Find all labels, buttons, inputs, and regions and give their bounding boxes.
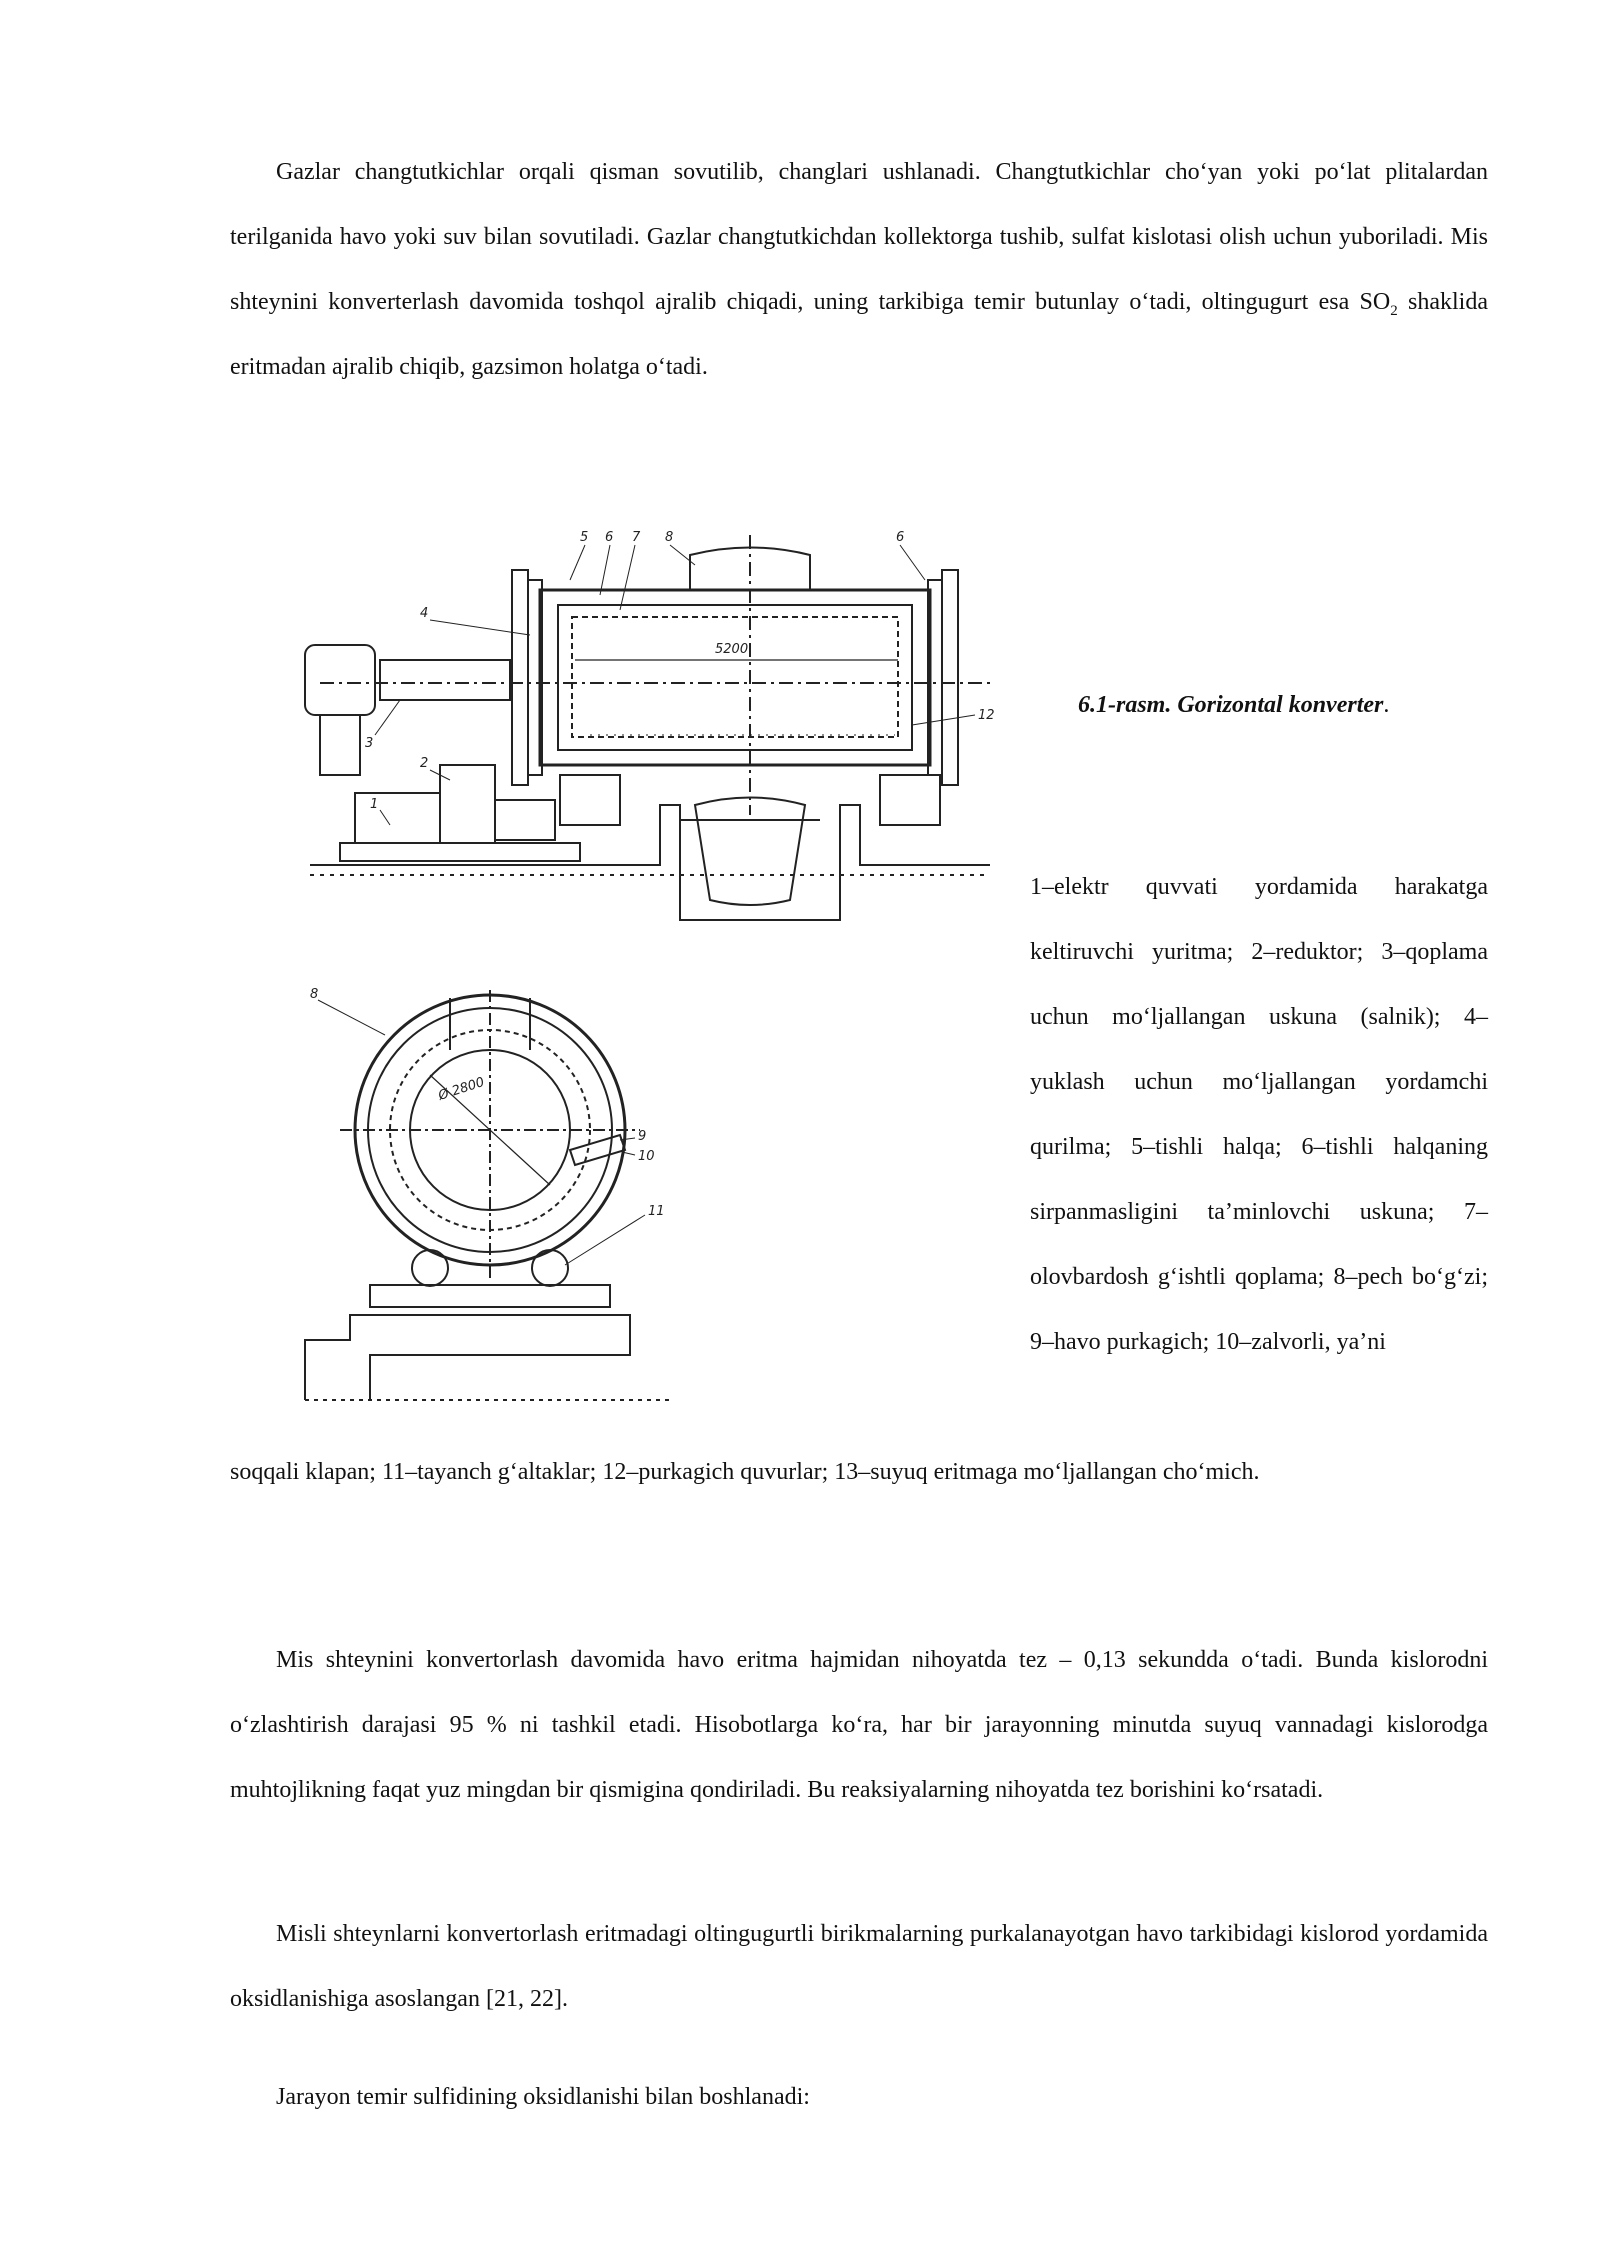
figure-legend-continued: soqqali klapan; 11–tayanch g‘altaklar; 12–purkagich quvurlar; 13–suyuq eritmaga mo‘ljallangan cho‘mich. <box>230 1459 1260 1485</box>
part-label: 3 <box>365 736 374 751</box>
part-label: 8 <box>665 530 674 545</box>
part-label: 9 <box>638 1129 647 1144</box>
part-label: 4 <box>420 606 429 621</box>
paragraph-oxidation-basis: Misli shteynlarni konvertorlash eritmadagi oltingugurtli birikmalarning purkalanayotgan havo tarkibidagi kislorod yordamida oksidlanishiga asoslangan [21, 22]. <box>230 1921 1488 2012</box>
paragraph-intro-text: Gazlar changtutkichlar orqali qisman sovutilib, changlari ushlanadi. Changtutkichlar cho‘yan yoki po‘lat plitalardan terilganida havo yoki suv bilan sovutiladi. Gazlar changtutkichdan kollektorga tushib, sulfat kislotasi olish uchun yuboriladi. Mis shteynini konverterlash davomida toshqol ajralib chiqadi, uning tarkibiga temir butunlay o‘tadi, oltingugurt esa SO <box>230 159 1488 315</box>
paragraph-intro-text-end: shaklida eritmadan ajralib chiqib, gazsimon holatga o‘tadi. <box>230 289 1488 380</box>
part-label: 6 <box>896 530 905 545</box>
figure-caption <box>1078 692 1498 719</box>
part-label: 6 <box>605 530 614 545</box>
converter-side-view-drawing <box>300 525 1000 950</box>
dimension-length-label: 5200 <box>715 642 749 657</box>
figure-caption-period: . <box>1383 692 1390 718</box>
part-label: 2 <box>420 756 429 771</box>
part-label: 8 <box>310 987 319 1002</box>
figure-legend: 1–elektr quvvati yordamida harakatga keltiruvchi yuritma; 2–reduktor; 3–qoplama uchun mo‘ljallangan uskuna (salnik); 4– yuklash uchun mo‘ljallangan yordamchi qurilma; 5–tishli halqa; 6–tishli halqaning sirpanmasligini ta’minlovchi uskuna; 7–olovbardosh g‘ishtli qoplama; 8–pech bo‘g‘zi; 9–havo purkagich; 10–zalvorli, ya’ni <box>1030 874 1488 1355</box>
paragraph-air-passage: Mis shteynini konvertorlash davomida havo eritma hajmidan nihoyatda tez – 0,13 sekundda o‘tadi. Bunda kislorodni o‘zlashtirish darajasi 95 % ni tashkil etadi. Hisobotlarga ko‘ra, har bir jarayonning minutda suyuq vannadagi kislorodga muhtojlikning faqat yuz mingdan bir qismigina qondiriladi. Bu reaksiyalarning nihoyatda tez borishini ko‘rsatadi. <box>230 1647 1488 1803</box>
part-label: 1 <box>370 797 379 812</box>
part-label: 5 <box>580 530 589 545</box>
so2-subscript: 2 <box>1390 302 1398 319</box>
figure-caption-title: 6.1-rasm. Gorizontal konverter <box>1078 692 1384 718</box>
part-label: 7 <box>632 530 641 545</box>
paragraph-intro <box>230 140 1488 400</box>
dimension-diameter-label: Ø 2800 <box>436 1074 487 1104</box>
part-label: 10 <box>638 1149 655 1164</box>
paragraph-process-start: Jarayon temir sulfidining oksidlanishi bilan boshlanadi: <box>276 2084 810 2110</box>
converter-cross-section-drawing <box>300 980 680 1410</box>
part-label: 11 <box>648 1204 665 1219</box>
part-label: 12 <box>978 708 995 723</box>
